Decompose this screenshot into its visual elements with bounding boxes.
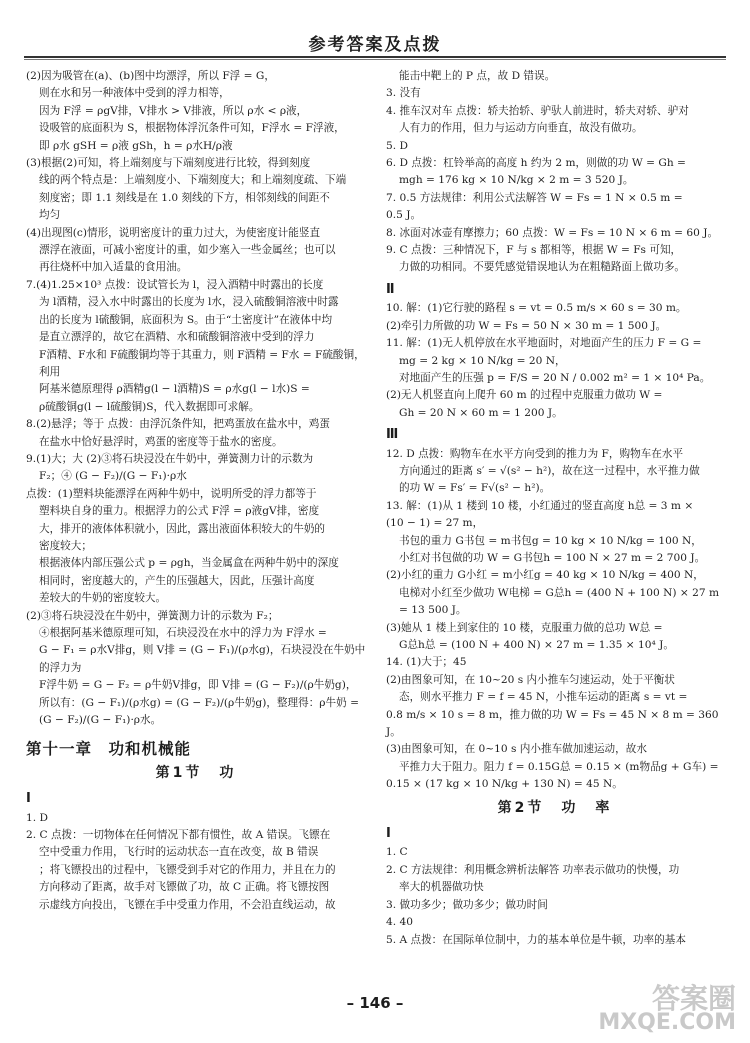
text-line: F₂；④ (G − F₂)/(G − F₁)·ρ水 [39,470,187,483]
text-line: 是直立漂浮的，故它在酒精、水和硫酸铜溶液中受到的浮力 [39,331,315,344]
left-text-block [26,68,366,729]
text-line: ρ硫酸铜g(l − l硫酸铜)S，代入数据即可求解。 [39,400,260,413]
text-line: 所以有：(G − F₁)/(ρ水g) = (G − F₂)/(ρ牛奶g)，整理得：ρ牛奶 = (G − F₂)/(G − F₁)·ρ水。 [39,696,359,727]
text-line: F浮牛奶 = G − F₂ = ρ牛奶V排g，即 V排 = (G − F₂)/(ρ牛奶g)， [39,679,357,692]
text-line: 对地面产生的压强 p = F/S = 20 N / 0.002 m² = 1 × 10⁴ Pa。 [399,371,711,384]
text-line: 5. A 点拨：在国际单位制中，力的基本单位是牛顿，功率的基本 [386,933,686,946]
text-line: 8. 冰面对冰壶有摩擦力；60 点拨：W = Fs = 10 N × 6 m = 60 J。 [386,226,719,239]
left-text-block-2 [26,810,366,914]
text-line: 5. D [386,139,408,152]
text-line: 差较大的牛奶的密度较大。 [39,592,167,605]
text-line: 12. D 点拨：购物车在水平方向受到的推力为 F，购物车在水平 [386,447,684,460]
text-line: 1. C [386,846,408,859]
header-rule-thin [24,59,726,60]
watermark-line2: MXQE.COM [598,1010,736,1035]
text-line: mg = 2 kg × 10 N/kg = 20 N， [399,354,566,367]
text-line: (3)她从 1 楼上到家住的 10 楼，克服重力做的总功 W总 = [386,621,663,634]
text-line: 则在水和另一种液体中受到的浮力相等， [39,87,230,100]
text-line: 14. (1)大于；45 [386,656,467,669]
text-line: (10 − 1) = 27 m， [386,517,484,530]
text-line: (2)小红的重力 G小红 = m小红g = 40 kg × 10 N/kg = 400 N， [386,569,704,582]
chapter-title: 第十一章 功和机械能 [26,740,192,759]
text-line: 塑料块自身的重力。根据浮力的公式 F浮 = ρ液gV排，密度 [39,505,320,518]
text-line: 阿基米德原理得 ρ酒精g(l − l酒精)S = ρ水g(l − l水)S = [39,383,310,396]
text-line: 即 ρ水 gSH = ρ液 gSh，h = ρ水H/ρ液 [39,139,233,152]
text-line: 书包的重力 G书包 = m书包g = 10 kg × 10 N/kg = 100 N， [399,534,702,547]
text-line: 2. C 方法规律：利用概念辨析法解答 功率表示做功的快慢，功 [386,863,680,876]
text-line: (3)由图象可知，在 0~10 s 内小推车做加速运动，故水 [386,743,647,756]
text-line: 均匀 [39,209,61,222]
text-line: 为 l酒精，浸入水中时露出的长度为 l水，浸入硫酸铜溶液中时露 [39,296,339,309]
text-line: (3)根据(2)可知，将上端刻度与下端刻度进行比较，得到刻度 [26,157,311,170]
text-line: 0.15 × (17 kg × 10 N/kg + 130 N) = 45 N。 [386,778,623,791]
text-line: 方向通过的距离 s′ = √(s² − h²)，故在这一过程中，水平推力做 [399,464,700,477]
text-line: 相同时，密度越大的，产生的压强越大，因此，压强计高度 [39,574,315,587]
text-line: Gh = 20 N × 60 m = 1 200 J。 [399,406,563,419]
text-line: 能击中靶上的 P 点，故 D 错误。 [399,70,556,82]
text-line: 因为 F浮 = ρgV排，V排水 > V排液，所以 ρ水 < ρ液， [39,104,308,117]
section-title: 第1节 功 [155,764,237,781]
text-line: 根据液体内部压强公式 p = ρgh，当金属盒在两种牛奶中的深度 [39,557,339,570]
text-line: 点拨：(1)塑料块能漂浮在两种牛奶中，说明所受的浮力都等于 [26,487,317,500]
text-line: F酒精、F水和 F硫酸铜均等于其重力，则 F酒精 = F水 = F硫酸铜，利用 [39,348,365,378]
text-line: 2. C 点拨：一切物体在任何情况下都有惯性，故 A 错误。飞镖在 [26,829,331,842]
right-text-block [386,68,724,277]
text-line: 线的两个特点是：上端刻度小、下端刻度大；和上端刻度疏、下端 [39,174,347,187]
level-marker: Ⅰ [26,791,31,807]
section-title-2: 第2节 功 率 [497,799,613,816]
text-line: 6. D 点拨：杠铃举高的高度 h 约为 2 m，则做的功 W = Gh = [386,157,686,170]
text-line: 4. 推车汉对车 点拨：轿夫抬轿、驴驮人前进时，轿夫对轿、驴对 [386,104,689,117]
text-line: 的功 W = Fs′ = F√(s² − h²)。 [399,482,551,495]
text-line: (2)无人机竖直向上爬升 60 m 的过程中克服重力做功 W = [386,389,663,402]
page-header: 参考答案及点拨 [308,35,442,55]
text-line: 1. D [26,811,48,824]
text-line: 0.8 m/s × 10 s = 8 m，推力做的功 W = Fs = 45 N × 8 m = 360 J。 [386,708,719,739]
text-line: 8.(2)悬浮；等于 点拨：由浮沉条件知，把鸡蛋放在盐水中，鸡蛋 [26,418,330,431]
text-line: 平推力大于阻力。阻力 f = 0.15G总 = 0.15 × (m物品g + G车) = [399,760,719,773]
text-line: 出的长度为 l硫酸铜，底面积为 S。由于“土密度计”在液体中均 [39,313,333,326]
level-marker-4: Ⅰ [386,826,391,842]
text-line: 空中受重力作用，飞行时的运动状态一直在改变，故 B 错误 [39,846,319,859]
text-line: 漂浮在液面，可减小密度计的重，如少塞入一些金属丝；也可以 [39,244,336,257]
text-line: 在盐水中恰好悬浮时，鸡蛋的密度等于盐水的密度。 [39,435,283,448]
text-line: 力做的功相同。不要凭感觉错误地认为在粗糙路面上做功多。 [399,261,686,274]
right-text-block-4 [386,844,724,948]
text-line: 刻度密；即 1.1 刻线是在 1.0 刻线的下方，相邻刻线的间距不 [39,191,330,204]
right-text-block-2 [386,300,724,422]
text-line: 7. 0.5 方法规律：利用公式法解答 W = Fs = 1 N × 0.5 m = [386,191,683,204]
text-line: (2)牵引力所做的功 W = Fs = 50 N × 30 m = 1 500 J。 [386,319,667,332]
watermark-line1: 答案圈 [651,982,736,1015]
text-line: 示虚线方向投出，飞镖在手中受重力作用，不会沿直线运动，故 [39,898,336,911]
right-column [386,68,724,949]
text-line: ；将飞镖投出的过程中，飞镖受到手对它的作用力，并且在力的 [39,863,336,876]
text-line: 设吸管的底面积为 S，根据物体浮沉条件可知，F浮水 = F浮液， [39,122,345,135]
text-line: 10. 解：(1)它行驶的路程 s = vt = 0.5 m/s × 60 s = 30 m。 [386,302,687,315]
text-line: (2)由图象可知，在 10~20 s 内小推车匀速运动，处于平衡状 [386,673,675,686]
text-line: 9. C 点拨：三种情况下，F 与 s 都相等，根据 W = Fs 可知， [386,244,682,257]
text-line: 9.(1)大；大 (2)③将石块浸没在牛奶中，弹簧测力计的示数为 [26,452,314,465]
left-column [26,68,366,914]
text-line: 11. 解：(1)无人机停放在水平地面时，对地面产生的压力 F = G = [386,337,702,350]
text-line: 13. 解：(1)从 1 楼到 10 楼，小红通过的竖直高度 h总 = 3 m × [386,499,694,512]
level-marker-3: Ⅲ [386,427,399,443]
text-line: 方向移动了距离，故手对飞镖做了功，故 C 正确。将飞镖按图 [39,881,330,894]
text-line: 人有力的作用，但力与运动方向垂直，故没有做功。 [399,122,643,135]
text-line: 7.(4)1.25×10³ 点拨：设试管长为 l，浸入酒精中时露出的长度 [26,278,324,291]
text-line: 4. 40 [386,916,413,929]
text-line: ④根据阿基米德原理可知，石块浸没在水中的浮力为 F浮水 = [39,627,327,639]
text-line: 再往烧杯中加入适量的食用油。 [39,261,188,274]
text-line: G总h总 = (100 N + 400 N) × 27 m = 1.35 × 10⁴ J。 [399,639,674,651]
text-line: mgh = 176 kg × 10 N/kg × 2 m = 3 520 J。 [399,174,634,187]
level-marker-2: Ⅱ [386,281,395,297]
header-rule [24,56,726,58]
text-line: 小红对书包做的功 W = G书包h = 100 N × 27 m = 2 700 J。 [399,551,706,564]
text-line: 大，排开的液体体积就小，因此，露出液面体积较大的牛奶的 [39,522,326,535]
text-line: (2)③将石块浸没在牛奶中，弹簧测力计的示数为 F₂； [26,609,279,622]
text-line: (2)因为吸管在(a)、(b)图中均漂浮，所以 F浮 = G， [26,70,275,82]
text-line: 电梯对小红至少做功 W电梯 = G总h = (400 N + 100 N) × 27 m = 13 500 J。 [399,586,719,617]
right-text-block-3 [386,446,724,794]
text-line: 率大的机器做功快 [399,881,484,894]
text-line: 密度较大； [39,539,92,552]
text-line: 态，则水平推力 F = f = 45 N，小推车运动的距离 s = vt = [399,691,688,704]
text-line: 3. 做功多少；做功多少；做功时间 [386,898,548,911]
text-line: 3. 没有 [386,87,421,100]
text-line: (4)出现图(c)情形，说明密度计的重力过大，为使密度计能竖直 [26,226,321,239]
watermark-logo [598,982,736,1035]
text-line: G − F₁ = ρ水V排g，则 V排 = (G − F₁)/(ρ水g)，石块浸没在牛奶中的浮力为 [39,644,366,674]
text-line: 0.5 J。 [386,209,422,222]
page-number: – 146 – [346,994,404,1012]
